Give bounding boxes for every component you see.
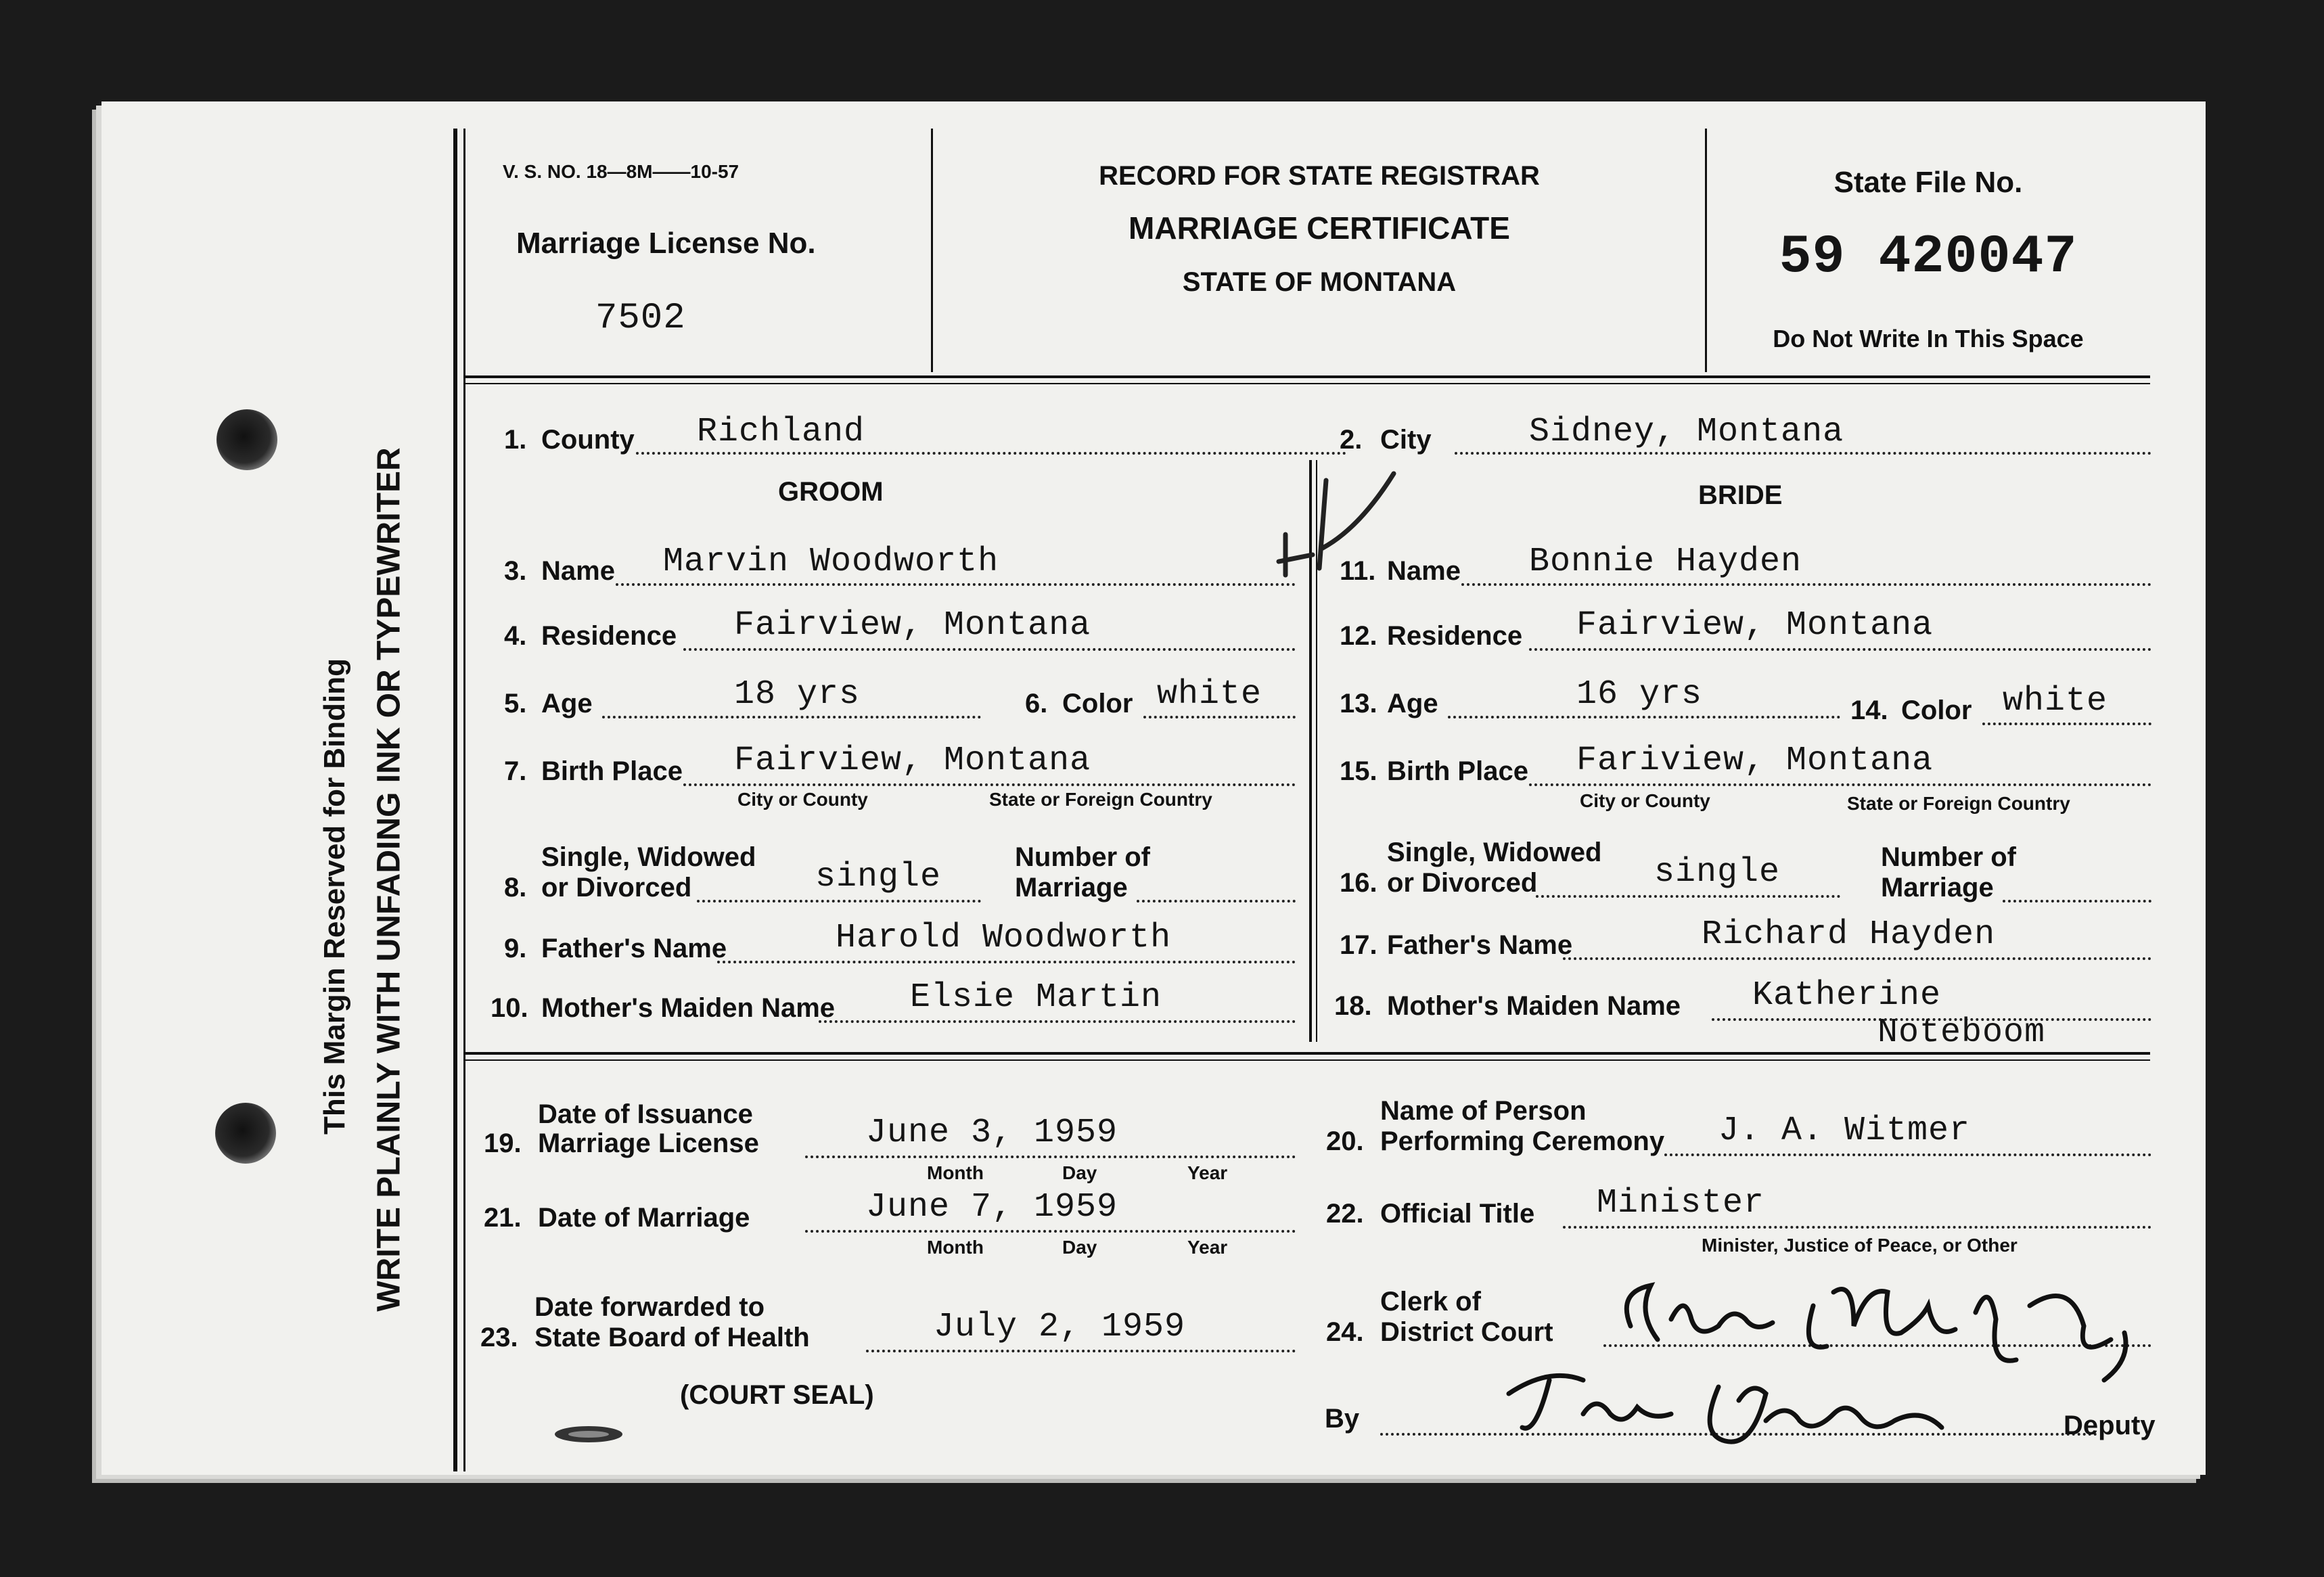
header-rule <box>465 375 2150 378</box>
groom-father-value: Harold Woodworth <box>836 919 1172 957</box>
bride-status-value: single <box>1654 853 1781 892</box>
court-seal-label: (COURT SEAL) <box>680 1380 874 1410</box>
court-seal-mark <box>548 1417 636 1451</box>
performer-name-value: J. A. Witmer <box>1718 1112 1971 1150</box>
city-label: City <box>1380 425 1432 455</box>
form-number: V. S. NO. 18—8M——10-57 <box>503 161 739 182</box>
issuance-date-value: June 3, 1959 <box>866 1114 1118 1152</box>
header-divider-2 <box>1705 129 1707 372</box>
bride-residence-value: Fairview, Montana <box>1576 606 1934 645</box>
margin-divider <box>453 129 457 1471</box>
license-number: 7502 <box>595 298 686 339</box>
groom-birthplace-value: Fairview, Montana <box>734 741 1091 780</box>
do-not-write-note: Do Not Write In This Space <box>1773 325 2084 352</box>
forwarded-date-value: July 2, 1959 <box>934 1308 1186 1346</box>
by-label: By <box>1325 1404 1360 1434</box>
marriage-date-value: June 7, 1959 <box>866 1188 1118 1227</box>
state-file-number: 59 420047 <box>1779 227 2078 288</box>
deputy-label: Deputy <box>2064 1411 2156 1440</box>
groom-heading: GROOM <box>778 477 884 507</box>
groom-color-value: white <box>1157 675 1262 714</box>
record-line: RECORD FOR STATE REGISTRAR <box>1099 161 1540 191</box>
state-name: STATE OF MONTANA <box>1182 267 1457 297</box>
state-file-label: State File No. <box>1833 166 2023 199</box>
license-label: Marriage License No. <box>516 227 816 260</box>
lower-rule-2 <box>465 1059 2150 1061</box>
pencil-annotation <box>1258 453 1407 589</box>
bride-father-value: Richard Hayden <box>1702 915 1996 954</box>
header-rule-2 <box>465 383 2150 384</box>
certificate-title: MARRIAGE CERTIFICATE <box>1129 210 1510 246</box>
binding-hole-top <box>217 409 277 470</box>
lower-rule <box>465 1052 2150 1055</box>
bride-mother-value-line1: Katherine <box>1752 976 1942 1015</box>
groom-residence-value: Fairview, Montana <box>734 606 1091 645</box>
bride-birthplace-value: Fariview, Montana <box>1576 741 1934 780</box>
bride-name-value: Bonnie Hayden <box>1529 543 1802 581</box>
groom-mother-value: Elsie Martin <box>910 978 1162 1017</box>
county-value: Richland <box>697 413 865 451</box>
binding-hole-bottom <box>215 1103 276 1164</box>
header-divider-1 <box>931 129 933 372</box>
groom-age-value: 18 yrs <box>734 675 861 714</box>
bride-age-value: 16 yrs <box>1576 675 1703 714</box>
bride-heading: BRIDE <box>1698 480 1783 510</box>
bride-mother-value-line2: Noteboom <box>1877 1013 2046 1052</box>
official-title-value: Minister <box>1597 1184 1765 1222</box>
binding-margin-note: This Margin Reserved for Binding <box>318 658 351 1135</box>
deputy-signature <box>1495 1353 1969 1468</box>
groom-name-value: Marvin Woodworth <box>663 543 999 581</box>
city-value: Sidney, Montana <box>1529 413 1844 451</box>
ink-instruction: WRITE PLAINLY WITH UNFADING INK OR TYPEWRITER <box>371 447 407 1312</box>
groom-status-value: single <box>815 858 942 896</box>
bride-color-value: white <box>2003 682 2108 721</box>
county-label: County <box>541 425 635 455</box>
margin-divider-inner <box>463 129 465 1471</box>
certificate-card: This Margin Reserved for Binding WRITE PLAINLY WITH UNFADING INK OR TYPEWRITER V. S. NO. 18—8M——10-57 Marriage License No. 7502 RECORD FOR STATE REGISTRAR MARRIAGE CERTIFICATE STATE OF MONTANA State File No. 59 420047 Do Not Write In This Space 1. County Richland 2. City Sidney, Montana GROOM BRIDE 3. Name Marvin Woodworth 4. Residence Fairview, Montana 5. Age 18 yrs 6. Color white 7. Birth Place Fairview, Montana City or County State or Foreign Country Single, Widowed 8. or Divorced single Number of Marriage 9. Father's Name Harold Woodworth 10. Mother's Maiden Name Elsie Martin 11. Name Bonnie Hayden 12. Residence Fairview, Montana 13. Age 16 yrs 14. Color white 15. Birth Place Fariview, Montana City or County State or Foreign Country Single, Widowed 16. or Divorced single Number of Marriage 17. Father's Name Richard Hayden 18. Mother's Maiden Name Katherine Noteboom Date of Issuance 19. Marriage License June 3, 1959 Month Day Year Name of Person 20. Performing Ceremony J. A. Witmer 21. Date of Marriage June 7, 1959 Month Day Year 22. Official Title Minister Minister, Justice of Peace, or Other Date forwarded to 23. State Board of Health July 2, 1959 Clerk of 24. District Court (COURT SEAL) By Deputy <box>101 101 2206 1475</box>
